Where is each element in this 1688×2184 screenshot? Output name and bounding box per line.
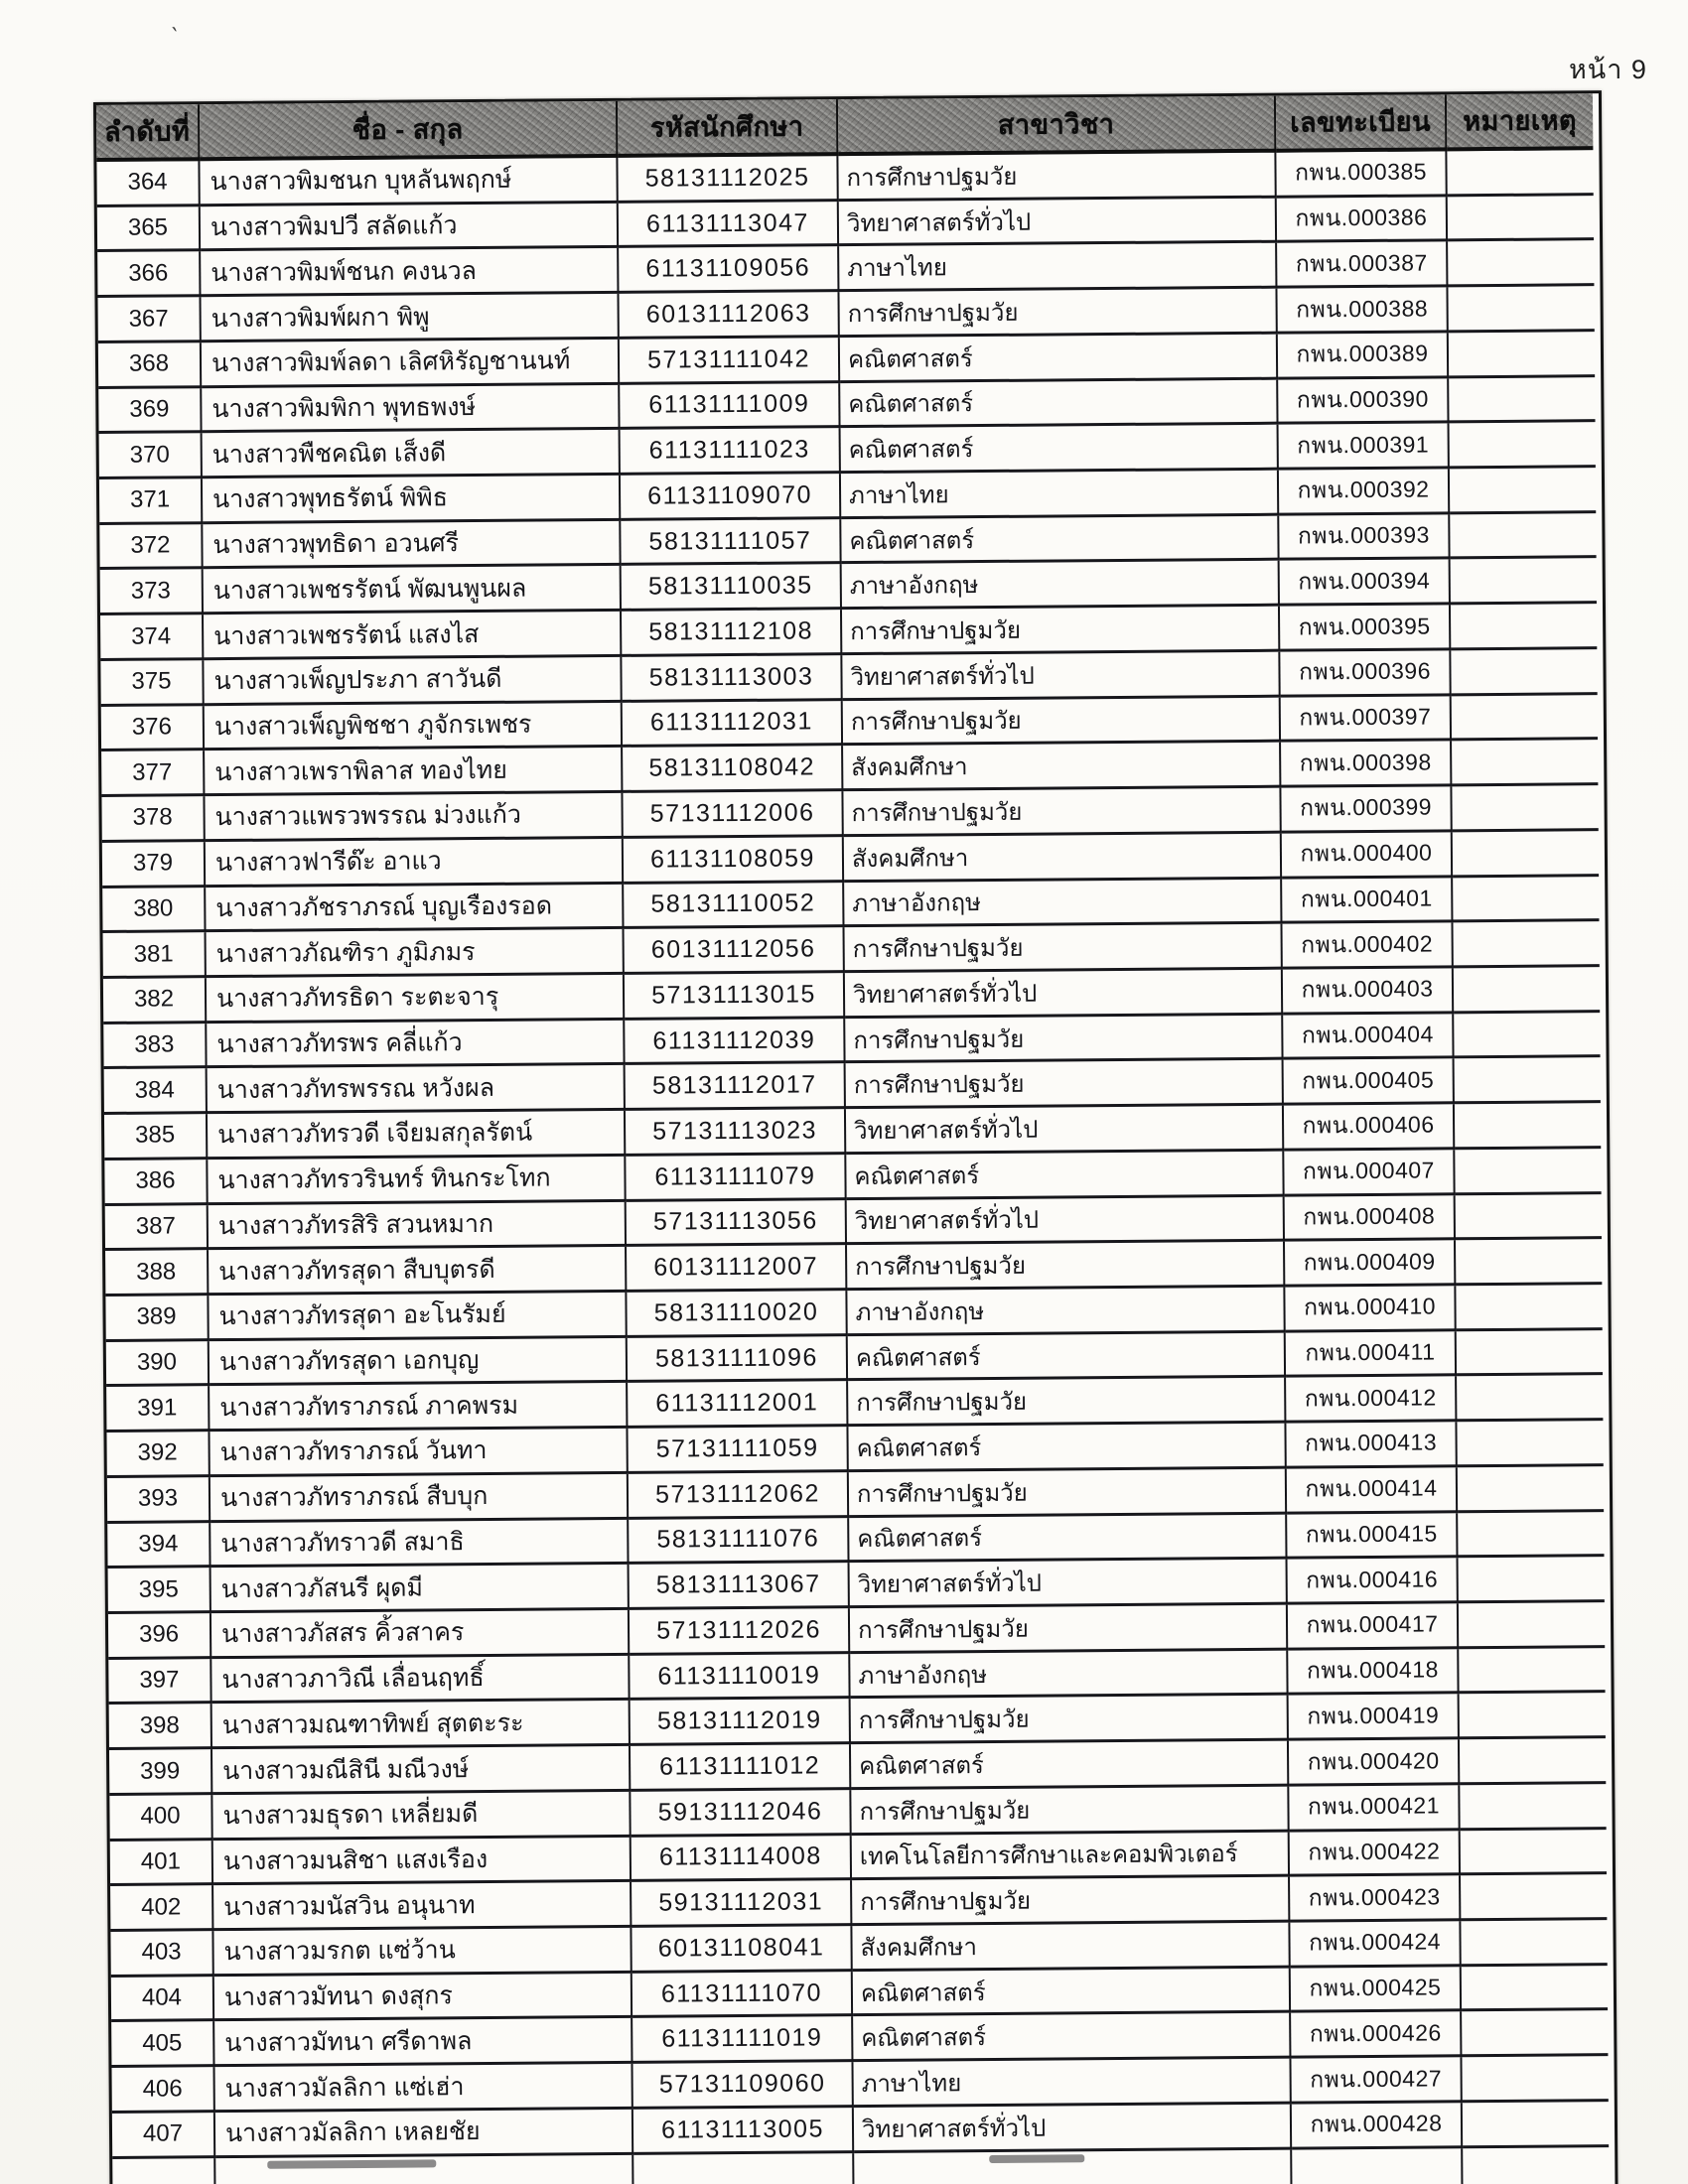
registration-number: กพน.000399 (1281, 786, 1452, 833)
registration-number: กพน.000388 (1277, 287, 1448, 334)
student-registry-table (93, 90, 1618, 2184)
major: คณิตศาสตร์ (840, 379, 1278, 428)
major: ภาษาอังกฤษ (842, 561, 1280, 610)
remark (1459, 1602, 1605, 1649)
remark (1461, 1874, 1607, 1921)
registration-number: กพน.000415 (1287, 1513, 1458, 1560)
registration-number: กพน.000385 (1276, 151, 1447, 198)
row-number: 382 (103, 978, 207, 1024)
major (854, 2149, 1292, 2184)
student-id: 61131113047 (619, 202, 839, 248)
student-id: 61131112031 (623, 701, 843, 748)
column-header-remark: หมายเหตุ (1447, 93, 1593, 151)
remark (1458, 1512, 1604, 1559)
student-id: 60131112063 (619, 292, 839, 339)
major: คณิตศาสตร์ (851, 1741, 1289, 1790)
remark (1458, 1466, 1604, 1513)
student-id: 61131111012 (631, 1744, 851, 1791)
major: เทคโนโลยีการศึกษาและคอมพิวเตอร์ (852, 1832, 1290, 1880)
column-header-order-no: ลำดับที่ (96, 104, 200, 162)
remark (1447, 150, 1593, 197)
registration-number: กพน.000406 (1284, 1104, 1455, 1151)
row-number: 385 (104, 1114, 208, 1160)
student-name: นางสาวมัลลิกา เหลยชัย (215, 2110, 633, 2158)
major: การศึกษาปฐมวัย (846, 1060, 1284, 1109)
student-id: 61131111070 (633, 1972, 853, 2018)
cutoff-text-smudge (267, 2159, 436, 2168)
remark (1453, 921, 1599, 968)
registration-number: กพน.000395 (1280, 606, 1451, 652)
remark (1448, 286, 1594, 333)
major: การศึกษาปฐมวัย (851, 1787, 1289, 1836)
student-id: 58131110020 (627, 1291, 847, 1337)
registration-number: กพน.000403 (1283, 968, 1454, 1015)
remark (1456, 1194, 1602, 1241)
major: การศึกษาปฐมวัย (850, 1605, 1288, 1654)
student-name: นางสาวพิมพ์ผกา พิพู (201, 294, 619, 342)
student-name: นางสาวภาวิณี เลื่อนฤทธิ์ (211, 1656, 630, 1705)
student-id: 57131113015 (625, 973, 845, 1020)
remark (1459, 1557, 1605, 1603)
remark (1460, 1784, 1606, 1831)
row-number: 400 (109, 1795, 212, 1842)
student-id: 61131114008 (632, 1836, 852, 1882)
row-number: 397 (108, 1659, 211, 1706)
student-id: 58131112108 (622, 610, 842, 656)
student-id: 57131112062 (629, 1472, 849, 1519)
row-number: 374 (100, 614, 204, 661)
remark (1462, 2011, 1608, 2058)
student-name: นางสาวภัณฑิรา ภูมิภมร (207, 929, 625, 978)
student-name: นางสาวพืชคณิต เส็งดี (203, 430, 621, 478)
student-name: นางสาวภัทราวดี สมาธิ (211, 1519, 629, 1568)
student-id: 61131109056 (619, 247, 839, 294)
row-number: 373 (100, 570, 204, 616)
student-id: 61131111023 (621, 428, 841, 475)
student-name: นางสาวเพชรรัตน์ พัฒนพูนผล (204, 566, 622, 614)
major: คณิตศาสตร์ (848, 1332, 1286, 1381)
student-name: นางสาวมนสิชา แสงเรือง (213, 1837, 632, 1885)
student-id: 57131111059 (628, 1427, 848, 1473)
remark (1456, 1239, 1602, 1286)
row-number: 387 (105, 1205, 209, 1252)
major: คณิตศาสตร์ (849, 1514, 1287, 1563)
registration-number: กพน.000396 (1280, 650, 1451, 697)
remark (1460, 1738, 1606, 1785)
student-id: 61131113005 (633, 2108, 854, 2154)
row-number: 384 (104, 1069, 208, 1116)
major: การศึกษาปฐมวัย (842, 607, 1280, 655)
student-name: นางสาวเพราพิลาส ทองไทย (205, 748, 623, 796)
remark (1461, 1830, 1607, 1876)
row-number: 365 (97, 206, 201, 253)
major: สังคมศึกษา (843, 743, 1281, 791)
row-number: 395 (108, 1568, 211, 1614)
student-name: นางสาวภัสนรี ผุดมี (211, 1565, 630, 1613)
remark (1453, 831, 1599, 878)
major: คณิตศาสตร์ (840, 335, 1278, 383)
remark (1450, 513, 1596, 560)
row-number: 388 (105, 1250, 209, 1297)
row-number: 377 (101, 751, 205, 798)
student-id: 60131108041 (632, 1926, 852, 1973)
student-name: นางสาวภัทราภรณ์ สืบบุก (211, 1474, 629, 1523)
major: วิทยาศาสตร์ทั่วไป (847, 1196, 1285, 1245)
major: ภาษาอังกฤษ (844, 879, 1282, 927)
remark (1463, 2147, 1609, 2184)
row-number: 393 (107, 1477, 211, 1524)
student-name: นางสาวมณฑาทิพย์ สุตตะระ (212, 1701, 631, 1749)
remark (1451, 649, 1597, 696)
row-number: 370 (99, 434, 203, 480)
registration-number: กพน.000422 (1290, 1831, 1461, 1877)
row-number: 389 (105, 1296, 209, 1342)
row-number: 369 (98, 388, 202, 435)
student-name: นางสาวแพรวพรรณ ม่วงแก้ว (205, 793, 623, 842)
student-name: นางสาวมัลลิกา แซ่เฮ่า (215, 2064, 633, 2113)
row-number: 379 (102, 842, 206, 888)
major: ภาษาอังกฤษ (850, 1650, 1288, 1699)
registration-number: กพน.000390 (1278, 378, 1449, 425)
table-body (96, 150, 1615, 2158)
row-number: 390 (106, 1341, 210, 1388)
registration-number: กพน.000420 (1289, 1739, 1460, 1786)
registration-number: กพน.000401 (1282, 878, 1453, 924)
student-id: 58131112019 (631, 1700, 851, 1746)
remark (1456, 1285, 1602, 1331)
remark (1452, 785, 1598, 832)
registration-number: กพน.000423 (1290, 1876, 1461, 1923)
student-name: นางสาวภัทรสุดา เอกบุญ (210, 1338, 628, 1387)
major: ภาษาไทย (841, 471, 1279, 519)
registration-number: กพน.000416 (1288, 1559, 1459, 1605)
remark (1452, 741, 1598, 787)
student-name: นางสาวภัทรสุดา อะโนรัมย์ (209, 1293, 627, 1341)
remark (1454, 967, 1600, 1014)
student-name: นางสาวภัทรวดี เจียมสกุลรัตน์ (208, 1111, 626, 1160)
student-name: นางสาวพิมปวี สลัดแก้ว (201, 204, 619, 252)
row-number: 404 (111, 1977, 214, 2023)
registration-number: กพน.000389 (1278, 333, 1449, 379)
registration-number: กพน.000386 (1277, 197, 1448, 243)
remark (1448, 241, 1594, 288)
row-number: 375 (100, 660, 204, 707)
registration-number: กพน.000414 (1287, 1467, 1458, 1514)
major: คณิตศาสตร์ (853, 1968, 1291, 2016)
row-number (112, 2158, 215, 2184)
student-id: 61131110019 (630, 1654, 850, 1701)
row-number: 378 (101, 796, 205, 843)
major: การศึกษาปฐมวัย (843, 697, 1281, 746)
student-id: 57131113023 (626, 1109, 846, 1156)
major: การศึกษาปฐมวัย (845, 1015, 1283, 1063)
student-id: 57131112026 (630, 1608, 850, 1655)
remark (1461, 1920, 1607, 1967)
row-number: 407 (112, 2113, 215, 2159)
student-name: นางสาวมัทนา ดงสุกร (214, 1974, 633, 2022)
major: วิทยาศาสตร์ทั่วไป (846, 1106, 1284, 1155)
student-name: นางสาวภัทรวรินทร์ ทินกระโทก (208, 1157, 626, 1205)
remark (1450, 468, 1596, 514)
student-id: 58131110035 (622, 565, 842, 612)
student-name: นางสาวมรกต แซ่ว้าน (213, 1928, 632, 1977)
student-name: นางสาวเพ็ญประภา สาวันดี (204, 657, 622, 706)
major: การศึกษาปฐมวัย (852, 1877, 1290, 1926)
student-name: นางสาวฟารีด๊ะ อาแว (206, 839, 624, 887)
major: การศึกษาปฐมวัย (851, 1696, 1289, 1744)
remark (1449, 377, 1595, 424)
student-name: นางสาวเพ็ญพิชชา ภูจักรเพชร (205, 703, 623, 751)
registration-number: กพน.000392 (1279, 469, 1450, 515)
student-id: 59131112046 (631, 1790, 851, 1837)
major: การศึกษาปฐมวัย (848, 1378, 1286, 1427)
student-name: นางสาวภัทรสิริ สวนหมาก (209, 1201, 627, 1250)
remark (1462, 2056, 1608, 2103)
remark (1453, 877, 1599, 923)
remark (1455, 1058, 1601, 1105)
student-name (215, 2154, 633, 2184)
registration-number: กพน.000424 (1290, 1921, 1461, 1968)
registration-number: กพน.000425 (1291, 1967, 1462, 2013)
remark (1459, 1648, 1605, 1695)
major: การศึกษาปฐมวัย (847, 1242, 1285, 1291)
registration-number: กพน.000418 (1288, 1649, 1459, 1696)
registration-number: กพน.000428 (1292, 2103, 1463, 2149)
row-number: 366 (97, 252, 201, 299)
student-id: 61131112039 (625, 1019, 845, 1065)
major: วิทยาศาสตร์ทั่วไป (845, 970, 1283, 1019)
major: วิทยาศาสตร์ทั่วไป (854, 2105, 1292, 2153)
registration-number: กพน.000391 (1279, 424, 1450, 471)
major: คณิตศาสตร์ (846, 1151, 1284, 1199)
major: คณิตศาสตร์ (841, 425, 1279, 474)
row-number: 391 (106, 1387, 210, 1433)
remark (1460, 1694, 1606, 1740)
student-name: นางสาวพุทธิดา อวนศรี (203, 521, 621, 570)
student-name: นางสาวมนัสวิน อนุนาท (213, 1882, 632, 1931)
major: ภาษาไทย (839, 243, 1277, 292)
column-header-registration: เลขทะเบียน (1276, 94, 1447, 152)
row-number: 372 (99, 524, 203, 571)
registration-number: กพน.000426 (1291, 2012, 1462, 2059)
major: วิทยาศาสตร์ทั่วไป (842, 652, 1280, 701)
column-header-name-surname: ชื่อ - สกุล (200, 101, 618, 161)
major: วิทยาศาสตร์ทั่วไป (839, 198, 1277, 246)
student-name: นางสาวภัชราภรณ์ บุญเรืองรอด (206, 884, 624, 932)
column-header-major: สาขาวิชา (838, 96, 1276, 156)
registration-number: กพน.000398 (1281, 742, 1452, 788)
remark (1457, 1330, 1603, 1377)
student-id: 58131111057 (621, 519, 841, 566)
student-id: 61131109070 (621, 474, 841, 520)
remark (1452, 695, 1598, 742)
row-number: 392 (106, 1432, 210, 1478)
registration-number: กพน.000409 (1285, 1241, 1456, 1288)
row-number: 399 (109, 1749, 212, 1796)
student-id: 58131108042 (623, 746, 843, 792)
major: สังคมศึกษา (852, 1923, 1290, 1972)
student-id: 58131113067 (630, 1563, 850, 1609)
student-name: นางสาวพิมพ์ชนก คงนวล (201, 248, 619, 297)
registration-number: กพน.000404 (1283, 1014, 1454, 1060)
student-id: 61131112001 (628, 1382, 848, 1429)
student-id: 61131111019 (633, 2017, 853, 2064)
registration-number: กพน.000417 (1288, 1603, 1459, 1650)
registration-number: กพน.000411 (1286, 1331, 1457, 1378)
student-id: 58131113003 (622, 655, 842, 702)
student-id: 58131112025 (618, 156, 838, 203)
student-name: นางสาวภัสสร คิ้วสาคร (211, 1610, 630, 1659)
major: การศึกษาปฐมวัย (843, 788, 1281, 837)
remark (1462, 1966, 1608, 2012)
student-id: 60131112007 (627, 1245, 847, 1292)
student-id: 57131109060 (633, 2062, 853, 2109)
student-id: 60131112056 (625, 927, 845, 974)
student-id: 57131111042 (620, 338, 840, 384)
student-name: นางสาวเพชรรัตน์ แสงไส (204, 612, 622, 660)
registration-number: กพน.000412 (1286, 1377, 1457, 1424)
student-id: 58131111096 (628, 1336, 848, 1383)
student-id: 58131111076 (629, 1518, 849, 1565)
major: คณิตศาสตร์ (853, 2013, 1291, 2062)
registration-number: กพน.000427 (1291, 2057, 1462, 2104)
registration-number: กพน.000410 (1285, 1286, 1456, 1332)
remark (1454, 1013, 1600, 1059)
major: การศึกษาปฐมวัย (845, 924, 1283, 973)
row-number: 398 (109, 1705, 212, 1751)
registration-number: กพน.000387 (1277, 242, 1448, 289)
student-name: นางสาวพิมพ์ลดา เลิศหิรัญชานนท์ (202, 340, 620, 388)
scan-artifact: ` (166, 23, 180, 52)
row-number: 371 (99, 478, 203, 525)
row-number: 376 (101, 706, 205, 752)
registration-number: กพน.000400 (1282, 832, 1453, 879)
student-id: 61131111009 (620, 383, 840, 430)
student-name: นางสาวพุทธรัตน์ พิพิธ (203, 476, 621, 524)
row-number: 381 (103, 932, 207, 979)
student-name: นางสาวภัทรสุดา สืบบุตรดี (209, 1247, 627, 1296)
row-number: 368 (98, 342, 202, 389)
major: วิทยาศาสตร์ทั่วไป (850, 1560, 1288, 1608)
student-name: นางสาวภัทราภรณ์ ภาคพรม (210, 1383, 628, 1432)
student-name: นางสาวภัทรพร คลี่แก้ว (207, 1021, 625, 1069)
student-id: 61131108059 (624, 837, 844, 884)
remark (1455, 1103, 1601, 1150)
remark (1448, 196, 1594, 242)
remark (1450, 422, 1596, 469)
registration-number: กพน.000402 (1282, 923, 1453, 970)
row-number: 364 (96, 161, 200, 207)
cutoff-text-smudge (989, 2154, 1084, 2163)
student-name: นางสาวภัทรธิดา ระตะจารุ (207, 975, 625, 1024)
student-id: 58131110052 (624, 883, 844, 929)
page-number: หน้า 9 (1569, 55, 1647, 84)
registration-number: กพน.000419 (1289, 1695, 1460, 1741)
remark (1463, 2102, 1609, 2148)
remark (1451, 604, 1597, 650)
remark (1451, 559, 1597, 606)
registration-number: กพน.000408 (1285, 1195, 1456, 1242)
registration-number: กพน.000421 (1289, 1785, 1460, 1832)
student-name: นางสาวภัทราภรณ์ วันทา (210, 1429, 628, 1477)
student-name: นางสาวพิมพิกา พุทธพงษ์ (202, 384, 620, 433)
student-id: 58131112017 (626, 1064, 846, 1111)
student-id: 61131111079 (626, 1155, 846, 1201)
row-number: 403 (110, 1931, 213, 1978)
row-number: 394 (107, 1523, 211, 1570)
registration-number: กพน.000413 (1286, 1422, 1457, 1468)
registration-number (1292, 2148, 1463, 2184)
row-number: 380 (102, 887, 206, 934)
registration-number: กพน.000397 (1281, 696, 1452, 743)
major: ภาษาไทย (853, 2059, 1291, 2108)
row-number: 405 (111, 2022, 214, 2069)
remark (1449, 332, 1595, 378)
major: การศึกษาปฐมวัย (839, 289, 1277, 338)
remark (1457, 1376, 1603, 1423)
major: การศึกษาปฐมวัย (849, 1468, 1287, 1517)
row-number: 383 (103, 1024, 207, 1070)
student-id (633, 2153, 854, 2184)
major: สังคมศึกษา (844, 833, 1282, 882)
major: ภาษาอังกฤษ (847, 1288, 1285, 1336)
registration-number: กพน.000407 (1284, 1150, 1455, 1196)
registration-number: กพน.000405 (1284, 1059, 1455, 1106)
row-number: 396 (108, 1613, 211, 1660)
registration-number: กพน.000394 (1280, 560, 1451, 607)
major: การศึกษาปฐมวัย (838, 153, 1276, 202)
student-id: 57131112006 (623, 791, 843, 838)
row-number: 386 (104, 1160, 208, 1206)
major: คณิตศาสตร์ (848, 1424, 1286, 1472)
student-id: 59131112031 (632, 1880, 852, 1927)
remark (1455, 1149, 1601, 1195)
column-header-student-id: รหัสนักศึกษา (618, 99, 838, 158)
student-name: นางสาวมัทนา ศรีดาพล (214, 2018, 633, 2067)
row-number: 401 (110, 1841, 213, 1887)
row-number: 406 (112, 2067, 215, 2114)
major: คณิตศาสตร์ (841, 515, 1279, 564)
student-name: นางสาวพิมชนก บุหลันพฤกษ์ (200, 158, 618, 206)
registration-number: กพน.000393 (1279, 514, 1450, 561)
row-number: 402 (110, 1885, 213, 1932)
student-id: 57131113056 (627, 1200, 847, 1247)
student-name: นางสาวมณีสินี มณีวงษ์ (212, 1746, 631, 1795)
student-name: นางสาวมธุรดา เหลี่ยมดี (212, 1792, 631, 1841)
remark (1457, 1421, 1603, 1467)
student-name: นางสาวภัทรพรรณ หวังผล (208, 1065, 626, 1114)
row-number: 367 (98, 297, 202, 343)
